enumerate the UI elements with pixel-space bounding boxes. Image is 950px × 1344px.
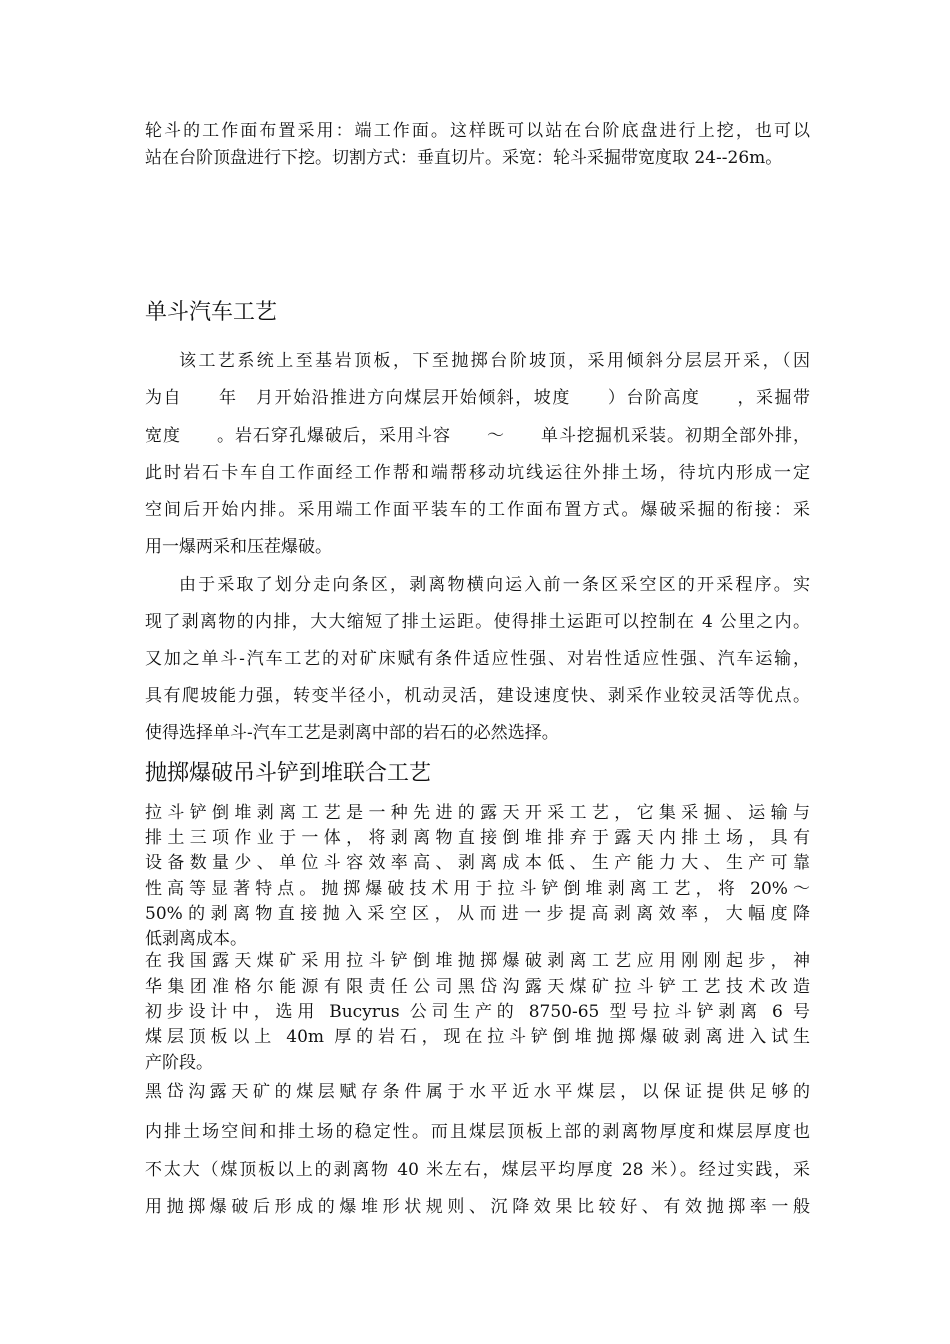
paragraph-line: 设备数量少、单位斗容效率高、剥离成本低、生产能力大、生产可靠 xyxy=(145,853,810,873)
paragraph-line: 用抛掷爆破后形成的爆堆形状规则、沉降效果比较好、有效抛掷率一般 xyxy=(145,1197,810,1217)
paragraph-line: 黑岱沟露天矿的煤层赋存条件属于水平近水平煤层，以保证提供足够的 xyxy=(145,1082,810,1102)
paragraph-line: 产阶段。 xyxy=(145,1053,213,1073)
paragraph-line: 低剥离成本。 xyxy=(145,929,247,949)
paragraph-line: 内排土场空间和排土场的稳定性。而且煤层顶板上部的剥离物厚度和煤层厚度也 xyxy=(145,1122,810,1142)
paragraph-line: 不太大（煤顶板以上的剥离物 40 米左右，煤层平均厚度 28 米）。经过实践，采 xyxy=(145,1160,810,1180)
paragraph-line: 又加之单斗-汽车工艺的对矿床赋有条件适应性强、对岩性适应性强、汽车运输， xyxy=(145,649,810,669)
paragraph-line: 宽度 。岩石穿孔爆破后，采用斗容 ～ 单斗挖掘机采装。初期全部外排， xyxy=(145,426,810,446)
paragraph-line: 排土三项作业于一体，将剥离物直接倒堆排弃于露天内排土场，具有 xyxy=(145,828,810,848)
paragraph-line: 拉斗铲倒堆剥离工艺是一种先进的露天开采工艺，它集采掘、运输与 xyxy=(145,803,810,823)
paragraph-line: 用一爆两采和压茬爆破。 xyxy=(145,537,332,557)
intro-line: 站在台阶顶盘进行下挖。切割方式：垂直切片。采宽：轮斗采掘带宽度取 24--26m。 xyxy=(145,148,783,168)
paragraph-line: 性高等显著特点。抛掷爆破技术用于拉斗铲倒堆剥离工艺，将 20%～ xyxy=(145,879,810,899)
paragraph-line: 初步设计中，选用 Bucyrus 公司生产的 8750-65 型号拉斗铲剥离 6 号 xyxy=(145,1002,810,1022)
section-heading: 单斗汽车工艺 xyxy=(145,300,278,325)
paragraph-line: 此时岩石卡车自工作面经工作帮和端帮移动坑线运往外排土场，待坑内形成一定 xyxy=(145,463,810,483)
paragraph-line: 具有爬坡能力强，转变半径小，机动灵活，建设速度快、剥采作业较灵活等优点。 xyxy=(145,686,810,706)
paragraph-line: 煤层顶板以上 40m 厚的岩石，现在拉斗铲倒堆抛掷爆破剥离进入试生 xyxy=(145,1027,810,1047)
paragraph-line: 由于采取了划分走向条区，剥离物横向运入前一条区采空区的开采程序。实 xyxy=(179,575,810,595)
paragraph-line: 使得选择单斗-汽车工艺是剥离中部的岩石的必然选择。 xyxy=(145,723,559,743)
paragraph-line: 华集团准格尔能源有限责任公司黑岱沟露天煤矿拉斗铲工艺技术改造 xyxy=(145,977,810,997)
section-heading: 抛掷爆破吊斗铲到堆联合工艺 xyxy=(145,761,432,786)
paragraph-line: 在我国露天煤矿采用拉斗铲倒堆抛掷爆破剥离工艺应用刚刚起步，神 xyxy=(145,951,810,971)
paragraph-line: 空间后开始内排。采用端工作面平装车的工作面布置方式。爆破采掘的衔接：采 xyxy=(145,500,810,520)
paragraph-line: 50%的剥离物直接抛入采空区，从而进一步提高剥离效率，大幅度降 xyxy=(145,904,810,924)
paragraph-line: 为自 年 月开始沿推进方向煤层开始倾斜，坡度 ）台阶高度 ，采掘带 xyxy=(145,388,810,408)
intro-line: 轮斗的工作面布置采用：端工作面。这样既可以站在台阶底盘进行上挖，也可以 xyxy=(145,121,810,141)
paragraph-line: 现了剥离物的内排，大大缩短了排土运距。使得排土运距可以控制在 4 公里之内。 xyxy=(145,612,810,632)
paragraph-line: 该工艺系统上至基岩顶板，下至抛掷台阶坡顶，采用倾斜分层层开采，（因 xyxy=(179,351,810,371)
